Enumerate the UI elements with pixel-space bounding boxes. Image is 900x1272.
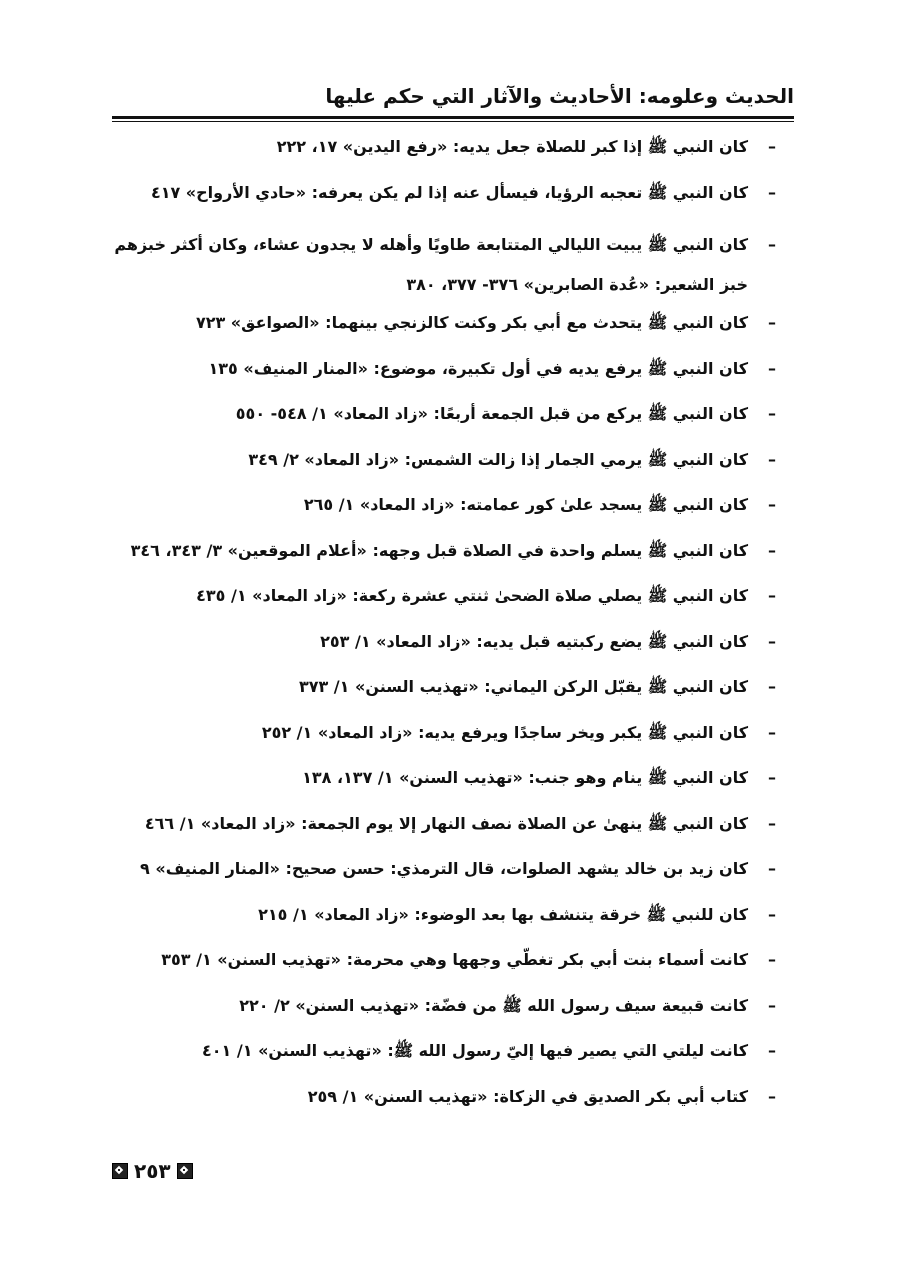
entry-reference: «المنار المنيف» ١٣٥ — [208, 358, 374, 378]
dash-bullet: – — [768, 950, 776, 969]
entry-reference: «تهذيب السنن» ١/ ٢٥٩ — [307, 1086, 494, 1106]
entry-reference: «أعلام الموقعين» ٣/ ٣٤٣، ٣٤٦ — [130, 540, 373, 560]
entry-text: كانت قبيعة سيف رسول الله ﷺ من فضّة: — [424, 995, 748, 1015]
dash-bullet: – — [768, 722, 776, 742]
dash-bullet: – — [768, 540, 776, 560]
dash-bullet: – — [768, 404, 776, 423]
dash-bullet: – — [768, 631, 776, 651]
entry-reference: «تهذيب السنن» ١/ ٣٧٣ — [298, 677, 485, 696]
entry-reference: «تهذيب السنن» ٢/ ٢٢٠ — [239, 995, 425, 1015]
entry-text: كان النبي ﷺ يرفع يديه في أول تكبيرة، موضوع: — [373, 358, 748, 378]
dash-bullet: – — [768, 677, 776, 696]
dash-bullet: – — [768, 904, 776, 924]
entry-text: كتاب أبي بكر الصديق في الزكاة: — [493, 1086, 748, 1106]
entry-reference: «تهذيب السنن» ١/ ١٣٧، ١٣٨ — [302, 768, 529, 787]
dash-bullet: – — [768, 995, 776, 1015]
list-item — [112, 180, 794, 205]
page-number: ٢٥٣ — [134, 1159, 171, 1183]
entry-reference: «زاد المعاد» ١/ ٥٤٨- ٥٥٠ — [235, 404, 434, 423]
list-item — [112, 356, 794, 381]
list-item — [112, 134, 794, 159]
entry-text: كان النبي ﷺ ينام وهو جنب: — [528, 768, 748, 787]
dash-bullet: – — [768, 859, 776, 878]
list-item — [112, 993, 794, 1018]
entry-text: كان زيد بن خالد يشهد الصلوات، قال الترمذي: حسن صحيح: — [285, 859, 748, 878]
list-item — [112, 310, 794, 335]
dash-bullet: – — [768, 313, 776, 332]
dash-bullet: – — [768, 1086, 776, 1106]
list-item — [112, 811, 794, 836]
list-item — [112, 1084, 794, 1109]
entry-text: كان النبي ﷺ يسجد علىٰ كور عمامته: — [460, 495, 748, 514]
entry-reference: «زاد المعاد» ١/ ٢٥٢ — [261, 722, 419, 742]
running-header-title: الحديث وعلومه: الأحاديث والآثار التي حكم عليها — [325, 84, 794, 108]
list-item — [112, 856, 794, 881]
list-item — [112, 720, 794, 745]
header-rule-thick — [112, 116, 794, 119]
entry-text: كان النبي ﷺ يصلي صلاة الضحىٰ ثنتي عشرة ركعة: — [352, 586, 748, 605]
entry-reference: «زاد المعاد» ١/ ٢٥٣ — [320, 631, 477, 651]
entry-reference: «عُدة الصابرين» ٣٧٦- ٣٧٧، ٣٨٠ — [406, 275, 655, 294]
entry-text: كان النبي ﷺ يضع ركبتيه قبل يديه: — [476, 631, 748, 651]
list-item — [112, 629, 794, 654]
dash-bullet: – — [768, 182, 776, 202]
entry-text: كان النبي ﷺ يتحدث مع أبي بكر وكنت كالزنجي بينهما: — [325, 313, 748, 332]
entry-reference: «زاد المعاد» ١/ ٢١٥ — [258, 904, 415, 924]
dash-bullet: – — [768, 768, 776, 787]
entry-text: كان للنبي ﷺ خرقة يتنشف بها بعد الوضوء: — [414, 904, 748, 924]
entry-text: كان النبي ﷺ يسلم واحدة في الصلاة قبل وجهه: — [372, 540, 748, 560]
entry-reference: «زاد المعاد» ١/ ٤٦٦ — [144, 813, 302, 833]
dash-bullet: – — [768, 586, 776, 605]
entry-reference: «الصواعق» ٧٢٣ — [195, 313, 326, 332]
dash-bullet: – — [768, 495, 776, 514]
entry-text: كانت أسماء بنت أبي بكر تغطّي وجهها وهي محرمة: — [346, 950, 748, 969]
entry-text: كان النبي ﷺ تعجبه الرؤيا، فيسأل عنه إذا لم يكن يعرفه: — [311, 182, 748, 202]
entry-reference: «تهذيب السنن» ١/ ٤٠١ — [202, 1041, 388, 1060]
ornament-icon — [112, 1163, 128, 1179]
list-item — [112, 492, 794, 517]
list-item — [112, 401, 794, 426]
dash-bullet: – — [768, 449, 776, 469]
entry-text: كان النبي ﷺ يكبر ويخر ساجدًا ويرفع يديه: — [418, 722, 748, 742]
entry-reference: «زاد المعاد» ١/ ٤٣٥ — [196, 586, 353, 605]
entry-reference: «رفع اليدين» ١٧، ٢٢٢ — [276, 137, 453, 156]
dash-bullet: – — [768, 1041, 776, 1060]
entry-reference: «المنار المنيف» ٩ — [140, 859, 286, 878]
list-item — [112, 765, 794, 790]
ornament-icon — [177, 1163, 193, 1179]
list-item — [112, 538, 794, 563]
entry-text: كان النبي ﷺ يرمي الجمار إذا زالت الشمس: — [404, 449, 748, 469]
list-item — [112, 902, 794, 927]
entry-reference: «زاد المعاد» ٢/ ٣٤٩ — [248, 449, 405, 469]
dash-bullet: – — [768, 137, 776, 156]
entry-reference: «تهذيب السنن» ١/ ٣٥٣ — [161, 950, 347, 969]
list-item — [112, 447, 794, 472]
hadith-index-list — [112, 134, 794, 1129]
list-item — [112, 674, 794, 699]
entry-text: كان النبي ﷺ يقبّل الركن اليماني: — [484, 677, 748, 696]
list-item — [112, 583, 794, 608]
list-item — [112, 1038, 794, 1063]
list-item — [112, 947, 794, 972]
list-item — [112, 225, 794, 305]
entry-text: كانت ليلتي التي يصير فيها إليّ رسول الله ﷺ: — [387, 1041, 748, 1060]
entry-reference: «حادي الأرواح» ٤١٧ — [150, 182, 312, 202]
dash-bullet: – — [768, 235, 776, 254]
entry-text: كان النبي ﷺ ينهىٰ عن الصلاة نصف النهار إلا يوم الجمعة: — [301, 813, 748, 833]
entry-text: كان النبي ﷺ يبيت الليالي المتتابعة طاويًا وأهله لا يجدون عشاء، وكان أكثر خبزهم خبز الشعير: — [114, 235, 748, 294]
entry-reference: «زاد المعاد» ١/ ٢٦٥ — [303, 495, 461, 514]
header-rule-thin — [112, 121, 794, 122]
page-header — [112, 78, 794, 122]
page-footer — [112, 1156, 193, 1186]
entry-text: كان النبي ﷺ إذا كبر للصلاة جعل يديه: — [452, 137, 748, 156]
dash-bullet: – — [768, 358, 776, 378]
entry-text: كان النبي ﷺ يركع من قبل الجمعة أربعًا: — [433, 404, 748, 423]
dash-bullet: – — [768, 813, 776, 833]
